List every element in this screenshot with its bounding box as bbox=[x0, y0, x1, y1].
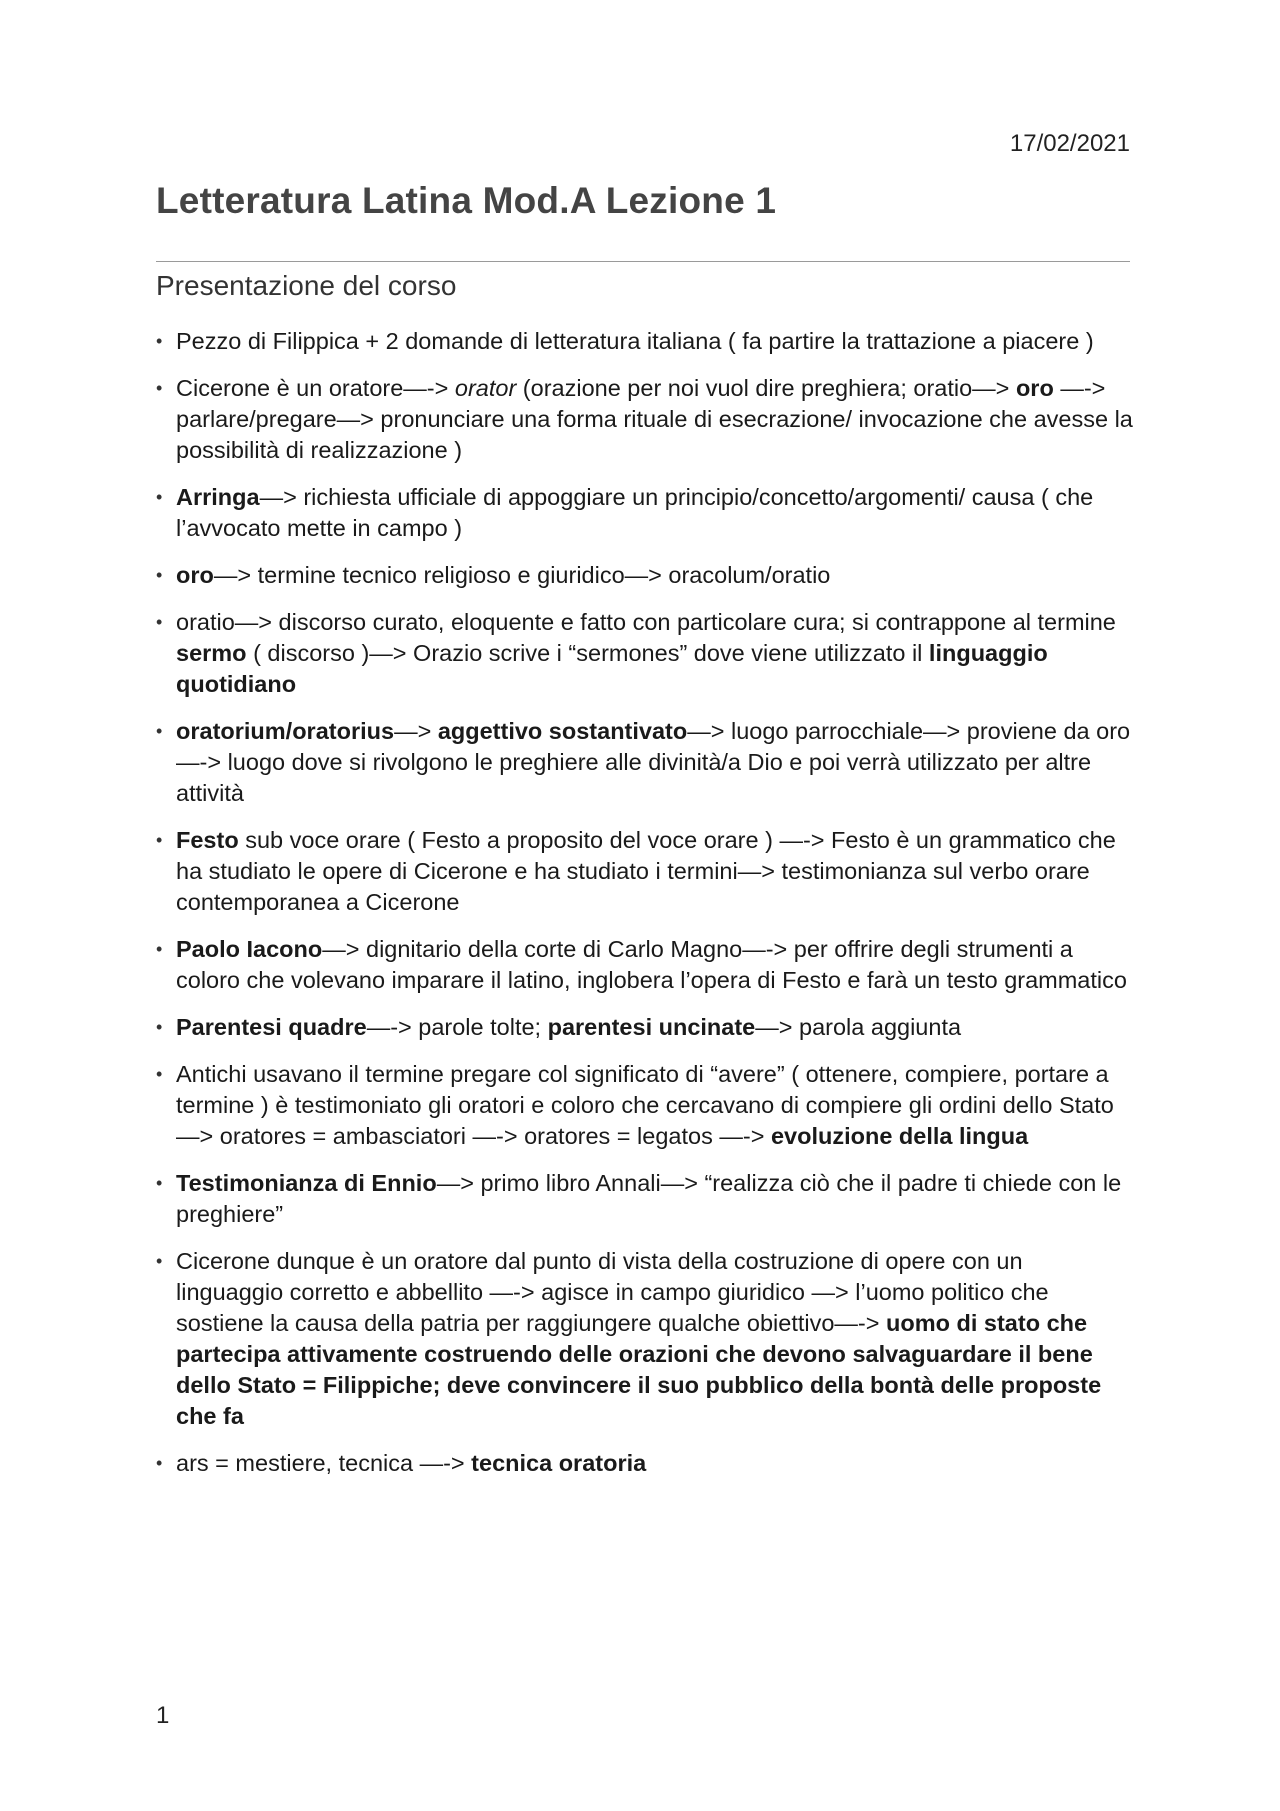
bold-term: Testimonianza di Ennio bbox=[176, 1170, 437, 1196]
bullet-item bbox=[156, 607, 1136, 700]
bullet-item bbox=[156, 1246, 1136, 1432]
bullet-text: Cicerone dunque è un oratore dal punto di vista della costruzione di opere con un linguaggio corretto e abbellito —-> agisce in campo giuridico —> l’uomo politico che sostiene la causa della patria per raggiungere qualche obiettivo—-> bbox=[176, 1248, 1049, 1336]
bold-term: Paolo Iacono bbox=[176, 936, 323, 962]
bullet-item bbox=[156, 1012, 1136, 1043]
bold-term: linguaggio quotidiano bbox=[176, 640, 1048, 697]
bullet-text: —-> parole tolte; bbox=[366, 1014, 548, 1040]
bullet-item bbox=[156, 326, 1136, 357]
bold-term: oro bbox=[176, 562, 214, 588]
bold-term: Arringa bbox=[176, 484, 260, 510]
bullet-text: Cicerone è un oratore—-> bbox=[176, 375, 455, 401]
bullet-item bbox=[156, 1059, 1136, 1152]
title-divider bbox=[156, 261, 1130, 262]
bullet-text: —> primo libro Annali—> “realizza ciò che il padre ti chiede con le preghiere” bbox=[176, 1170, 1122, 1227]
bullet-item bbox=[156, 482, 1136, 544]
bullet-text: —> termine tecnico religioso e giuridico—> oracolum/oratio bbox=[213, 562, 831, 588]
bold-term: Festo bbox=[176, 827, 239, 853]
bullet-text: Pezzo di Filippica + 2 domande di letteratura italiana ( fa partire la trattazione a piacere ) bbox=[176, 328, 1094, 354]
bullet-text: —> luogo parrocchiale—> proviene da oro—-> luogo dove si rivolgono le preghiere alle divinità/a Dio e poi verrà utilizzato per altre attività bbox=[176, 718, 1131, 806]
bullet-item bbox=[156, 825, 1136, 918]
bold-term: tecnica oratoria bbox=[471, 1450, 647, 1476]
section-heading: Presentazione del corso bbox=[156, 270, 457, 301]
bold-term: parentesi uncinate bbox=[547, 1014, 756, 1040]
bullet-text: —> dignitario della corte di Carlo Magno—-> per offrire degli strumenti a coloro che volevano imparare il latino, inglobera l’opera di Festo e farà un testo grammatico bbox=[176, 936, 1127, 993]
lecture-date: 17/02/2021 bbox=[1009, 130, 1130, 157]
bullet-text: —-> parlare/pregare—> pronunciare una forma rituale di esecrazione/ invocazione che avesse la possibilità di realizzazione ) bbox=[176, 375, 1133, 463]
bold-term: uomo di stato che partecipa attivamente costruendo delle orazioni che devono salvaguardare il bene dello Stato = Filippiche; deve convincere il suo pubblico della bontà delle proposte che fa bbox=[176, 1310, 1102, 1429]
bullet-text: —> parola aggiunta bbox=[755, 1014, 962, 1040]
notes-bullet-list bbox=[156, 326, 1136, 1495]
bullet-text: Antichi usavano il termine pregare col significato di “avere” ( ottenere, compiere, portare a termine ) è testimoniato gli oratori e coloro che cercavano di compiere gli ordini dello Stato—> oratores = ambasciatori —-> oratores = legatos —-> bbox=[176, 1061, 1114, 1149]
page-number: 1 bbox=[156, 1702, 170, 1729]
bullet-item bbox=[156, 716, 1136, 809]
bullet-text: (orazione per noi vuol dire preghiera; oratio—> bbox=[516, 375, 1016, 401]
bullet-text: sub voce orare ( Festo a proposito del voce orare ) —-> Festo è un grammatico che ha studiato le opere di Cicerone e ha studiato i termini—> testimonianza sul verbo orare contemporanea a Cicerone bbox=[176, 827, 1116, 915]
bullet-text: —> richiesta ufficiale di appoggiare un principio/concetto/argomenti/ causa ( che l’avvocato mette in campo ) bbox=[176, 484, 1094, 541]
bullet-text: oratio—> discorso curato, eloquente e fatto con particolare cura; si contrappone al termine bbox=[176, 609, 1116, 635]
bold-term: aggettivo sostantivato bbox=[437, 718, 688, 744]
bullet-item bbox=[156, 373, 1136, 466]
bullet-item bbox=[156, 934, 1136, 996]
page-title: Letteratura Latina Mod.A Lezione 1 bbox=[156, 180, 777, 221]
bold-term: sermo bbox=[176, 640, 247, 666]
bullet-text: —> bbox=[394, 718, 438, 744]
bullet-text: ars = mestiere, tecnica —-> bbox=[176, 1450, 472, 1476]
bold-term: oro bbox=[1015, 375, 1054, 401]
bullet-item bbox=[156, 1448, 1136, 1479]
bullet-item bbox=[156, 1168, 1136, 1230]
bold-term: Parentesi quadre bbox=[176, 1014, 367, 1040]
bold-term: oratorium/oratorius bbox=[176, 718, 395, 744]
bold-term: evoluzione della lingua bbox=[770, 1123, 1029, 1149]
italic-term: orator bbox=[454, 375, 517, 401]
bullet-text: ( discorso )—> Orazio scrive i “sermones” dove viene utilizzato il bbox=[246, 640, 929, 666]
bullet-item bbox=[156, 560, 1136, 591]
